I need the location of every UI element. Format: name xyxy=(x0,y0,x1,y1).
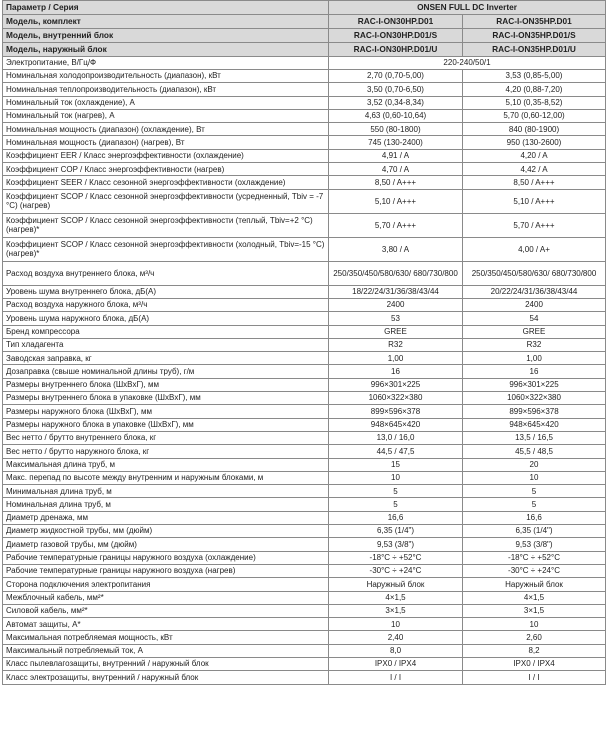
row-value-2: 8,50 / A+++ xyxy=(463,176,606,189)
table-row xyxy=(3,657,606,670)
table-row xyxy=(3,525,606,538)
row-label: Расход воздуха наружного блока, м³/ч xyxy=(3,298,329,311)
power-supply-row xyxy=(3,57,606,70)
row-value-1: 996×301×225 xyxy=(329,378,463,391)
row-value-1: 16 xyxy=(329,365,463,378)
power-supply-value: 220-240/50/1 xyxy=(329,57,606,70)
row-value-2: 4,42 / A xyxy=(463,163,606,176)
row-value-1: 3,50 (0,70-6,50) xyxy=(329,83,463,96)
table-row xyxy=(3,485,606,498)
row-value-2: 13,5 / 16,5 xyxy=(463,431,606,444)
row-label: Максимальная длина труб, м xyxy=(3,458,329,471)
table-row xyxy=(3,96,606,109)
row-value-1: 6,35 (1/4") xyxy=(329,525,463,538)
row-value-2: 5,70 / A+++ xyxy=(463,213,606,237)
table-row xyxy=(3,618,606,631)
table-row xyxy=(3,392,606,405)
row-value-2: IPX0 / IPX4 xyxy=(463,657,606,670)
row-value-2: -30°C ÷ +24°C xyxy=(463,564,606,577)
row-label: Номинальная мощность (диапазон) (охлаждение), Вт xyxy=(3,123,329,136)
row-value-1: 5,70 / A+++ xyxy=(329,213,463,237)
table-row xyxy=(3,285,606,298)
row-value-2: -18°C ÷ +52°C xyxy=(463,551,606,564)
row-value-1: 44,5 / 47,5 xyxy=(329,445,463,458)
table-row xyxy=(3,149,606,162)
row-label: Силовой кабель, мм²* xyxy=(3,604,329,617)
power-supply-label: Электропитание, В/Гц/Ф xyxy=(3,57,329,70)
row-label: Коэффициент EER / Класс энергоэффективности (охлаждение) xyxy=(3,149,329,162)
row-label: Класс электрозащиты, внутренний / наружный блок xyxy=(3,671,329,684)
row-value-2: Наружный блок xyxy=(463,578,606,591)
row-label: Номинальная теплопроизводительность (диапазон), кВт xyxy=(3,83,329,96)
row-value-2: 3,53 (0,85-5,00) xyxy=(463,70,606,83)
table-row xyxy=(3,352,606,365)
table-row xyxy=(3,312,606,325)
row-value-1: 899×596×378 xyxy=(329,405,463,418)
row-value-1: -30°C ÷ +24°C xyxy=(329,564,463,577)
row-label: Уровень шума наружного блока, дБ(А) xyxy=(3,312,329,325)
row-value-1: 550 (80-1800) xyxy=(329,123,463,136)
row-value-1: GREE xyxy=(329,325,463,338)
row-value-2: R32 xyxy=(463,338,606,351)
row-label: Минимальная длина труб, м xyxy=(3,485,329,498)
series-header-cell: ONSEN FULL DC Inverter xyxy=(329,1,606,15)
row-label: Коэффициент SCOP / Класс сезонной энергоэффективности (усредненный, Tbiv = -7 °C) (нагрев) xyxy=(3,189,329,213)
spec-table-body xyxy=(3,1,606,685)
row-label: Класс пылевлагозащиты, внутренний / наружный блок xyxy=(3,657,329,670)
row-label: Максимальный потребляемый ток, А xyxy=(3,644,329,657)
row-label: Бренд компрессора xyxy=(3,325,329,338)
table-row xyxy=(3,418,606,431)
row-value-1: 16,6 xyxy=(329,511,463,524)
row-label: Номинальный ток (охлаждение), А xyxy=(3,96,329,109)
row-value-2: 5 xyxy=(463,498,606,511)
model-value-2: RAC-I-ON35HP.D01/U xyxy=(463,43,606,57)
row-value-1: 5 xyxy=(329,485,463,498)
model-value-1: RAC-I-ON30HP.D01 xyxy=(329,15,463,29)
row-value-1: 2,70 (0,70-5,00) xyxy=(329,70,463,83)
row-value-2: 5,10 (0,35-8,52) xyxy=(463,96,606,109)
row-label: Тип хладагента xyxy=(3,338,329,351)
row-value-2: 899×596×378 xyxy=(463,405,606,418)
row-label: Размеры наружного блока в упаковке (ШxВxГ), мм xyxy=(3,418,329,431)
table-row xyxy=(3,189,606,213)
row-value-1: 3×1,5 xyxy=(329,604,463,617)
table-row xyxy=(3,431,606,444)
row-value-2: 950 (130-2600) xyxy=(463,136,606,149)
row-value-1: 4,70 / A xyxy=(329,163,463,176)
row-value-2: 948×645×420 xyxy=(463,418,606,431)
table-row xyxy=(3,83,606,96)
table-row xyxy=(3,365,606,378)
model-row-indoor xyxy=(3,29,606,43)
table-row xyxy=(3,378,606,391)
row-value-1: 250/350/450/580/630/ 680/730/800 xyxy=(329,261,463,285)
table-row xyxy=(3,511,606,524)
row-value-1: 13,0 / 16,0 xyxy=(329,431,463,444)
row-value-1: I / I xyxy=(329,671,463,684)
row-label: Межблочный кабель, мм²* xyxy=(3,591,329,604)
row-label: Вес нетто / брутто наружного блока, кг xyxy=(3,445,329,458)
row-value-1: 948×645×420 xyxy=(329,418,463,431)
row-value-2: GREE xyxy=(463,325,606,338)
table-row xyxy=(3,604,606,617)
row-value-2: 3×1,5 xyxy=(463,604,606,617)
row-value-2: 9,53 (3/8") xyxy=(463,538,606,551)
row-label: Номинальная мощность (диапазон) (нагрев), Вт xyxy=(3,136,329,149)
row-value-2: 4,20 / A xyxy=(463,149,606,162)
row-value-1: 4,91 / A xyxy=(329,149,463,162)
row-label: Размеры наружного блока (ШxВxГ), мм xyxy=(3,405,329,418)
row-label: Макс. перепад по высоте между внутренним и наружным блоками, м xyxy=(3,471,329,484)
row-value-1: 3,52 (0,34-8,34) xyxy=(329,96,463,109)
row-value-1: 3,80 / A xyxy=(329,237,463,261)
row-label: Расход воздуха внутреннего блока, м³/ч xyxy=(3,261,329,285)
row-value-2: 840 (80-1900) xyxy=(463,123,606,136)
model-value-1: RAC-I-ON30HP.D01/S xyxy=(329,29,463,43)
param-header-cell: Параметр / Серия xyxy=(3,1,329,15)
row-label: Рабочие температурные границы наружного воздуха (нагрев) xyxy=(3,564,329,577)
row-value-1: 4×1,5 xyxy=(329,591,463,604)
model-value-1: RAC-I-ON30HP.D01/U xyxy=(329,43,463,57)
model-value-2: RAC-I-ON35HP.D01 xyxy=(463,15,606,29)
header-row xyxy=(3,1,606,15)
row-label: Рабочие температурные границы наружного воздуха (охлаждение) xyxy=(3,551,329,564)
row-value-1: 5 xyxy=(329,498,463,511)
row-value-2: 20 xyxy=(463,458,606,471)
row-value-1: R32 xyxy=(329,338,463,351)
table-row xyxy=(3,298,606,311)
row-value-2: 20/22/24/31/36/38/43/44 xyxy=(463,285,606,298)
table-row xyxy=(3,498,606,511)
row-value-2: 1,00 xyxy=(463,352,606,365)
row-value-1: 4,63 (0,60-10,64) xyxy=(329,109,463,122)
table-row xyxy=(3,564,606,577)
table-row xyxy=(3,261,606,285)
row-value-1: 53 xyxy=(329,312,463,325)
row-value-1: -18°C ÷ +52°C xyxy=(329,551,463,564)
table-row xyxy=(3,237,606,261)
model-row-outdoor xyxy=(3,43,606,57)
row-label: Автомат защиты, А* xyxy=(3,618,329,631)
row-label: Сторона подключения электропитания xyxy=(3,578,329,591)
model-label: Модель, наружный блок xyxy=(3,43,329,57)
row-label: Коэффициент SCOP / Класс сезонной энергоэффективности (холодный, Tbiv=-15 °C) (нагрев)* xyxy=(3,237,329,261)
row-value-1: 15 xyxy=(329,458,463,471)
row-value-1: 1060×322×380 xyxy=(329,392,463,405)
row-value-2: 54 xyxy=(463,312,606,325)
row-value-1: Наружный блок xyxy=(329,578,463,591)
row-value-2: 16,6 xyxy=(463,511,606,524)
row-value-1: 18/22/24/31/36/38/43/44 xyxy=(329,285,463,298)
row-value-2: 4,00 / A+ xyxy=(463,237,606,261)
table-row xyxy=(3,163,606,176)
row-label: Вес нетто / брутто внутреннего блока, кг xyxy=(3,431,329,444)
row-value-2: 996×301×225 xyxy=(463,378,606,391)
row-value-1: 10 xyxy=(329,618,463,631)
row-value-2: 5,70 (0,60-12,00) xyxy=(463,109,606,122)
table-row xyxy=(3,405,606,418)
row-value-2: 1060×322×380 xyxy=(463,392,606,405)
table-row xyxy=(3,631,606,644)
row-value-2: 2,60 xyxy=(463,631,606,644)
row-value-1: 2400 xyxy=(329,298,463,311)
row-value-2: 4,20 (0,88-7,20) xyxy=(463,83,606,96)
row-label: Диаметр газовой трубы, мм (дюйм) xyxy=(3,538,329,551)
table-row xyxy=(3,644,606,657)
table-row xyxy=(3,671,606,684)
table-row xyxy=(3,136,606,149)
model-label: Модель, комплект xyxy=(3,15,329,29)
row-label: Коэффициент COP / Класс энергоэффективности (нагрев) xyxy=(3,163,329,176)
row-value-1: 5,10 / A+++ xyxy=(329,189,463,213)
table-row xyxy=(3,591,606,604)
table-row xyxy=(3,176,606,189)
row-value-1: 1,00 xyxy=(329,352,463,365)
table-row xyxy=(3,70,606,83)
row-label: Диаметр дренажа, мм xyxy=(3,511,329,524)
row-value-1: 2,40 xyxy=(329,631,463,644)
row-label: Коэффициент SCOP / Класс сезонной энергоэффективности (теплый, Tbiv=+2 °C) (нагрев)* xyxy=(3,213,329,237)
row-label: Размеры внутреннего блока (ШxВxГ), мм xyxy=(3,378,329,391)
row-value-2: 10 xyxy=(463,618,606,631)
row-value-2: 6,35 (1/4") xyxy=(463,525,606,538)
row-label: Номинальный ток (нагрев), А xyxy=(3,109,329,122)
row-value-2: I / I xyxy=(463,671,606,684)
row-value-2: 4×1,5 xyxy=(463,591,606,604)
row-value-1: 10 xyxy=(329,471,463,484)
row-label: Коэффициент SEER / Класс сезонной энергоэффективности (охлаждение) xyxy=(3,176,329,189)
table-row xyxy=(3,338,606,351)
row-value-2: 45,5 / 48,5 xyxy=(463,445,606,458)
table-row xyxy=(3,458,606,471)
row-label: Заводская заправка, кг xyxy=(3,352,329,365)
row-value-2: 10 xyxy=(463,471,606,484)
row-value-2: 5 xyxy=(463,485,606,498)
row-label: Уровень шума внутреннего блока, дБ(А) xyxy=(3,285,329,298)
model-value-2: RAC-I-ON35HP.D01/S xyxy=(463,29,606,43)
row-label: Размеры внутреннего блока в упаковке (ШxВxГ), мм xyxy=(3,392,329,405)
row-value-1: 745 (130-2400) xyxy=(329,136,463,149)
table-row xyxy=(3,445,606,458)
spec-table xyxy=(2,0,606,685)
row-value-2: 16 xyxy=(463,365,606,378)
row-label: Номинальная длина труб, м xyxy=(3,498,329,511)
row-value-2: 8,2 xyxy=(463,644,606,657)
row-label: Дозаправка (свыше номинальной длины труб), г/м xyxy=(3,365,329,378)
row-value-2: 2400 xyxy=(463,298,606,311)
row-value-2: 250/350/450/580/630/ 680/730/800 xyxy=(463,261,606,285)
row-label: Максимальная потребляемая мощность, кВт xyxy=(3,631,329,644)
table-row xyxy=(3,578,606,591)
row-value-1: 8,0 xyxy=(329,644,463,657)
row-label: Диаметр жидкостной трубы, мм (дюйм) xyxy=(3,525,329,538)
table-row xyxy=(3,213,606,237)
table-row xyxy=(3,551,606,564)
table-row xyxy=(3,538,606,551)
table-row xyxy=(3,109,606,122)
table-row xyxy=(3,123,606,136)
row-value-2: 5,10 / A+++ xyxy=(463,189,606,213)
model-label: Модель, внутренний блок xyxy=(3,29,329,43)
row-label: Номинальная холодопроизводительность (диапазон), кВт xyxy=(3,70,329,83)
table-row xyxy=(3,325,606,338)
model-row-kit xyxy=(3,15,606,29)
row-value-1: 8,50 / A+++ xyxy=(329,176,463,189)
row-value-1: IPX0 / IPX4 xyxy=(329,657,463,670)
row-value-1: 9,53 (3/8") xyxy=(329,538,463,551)
table-row xyxy=(3,471,606,484)
